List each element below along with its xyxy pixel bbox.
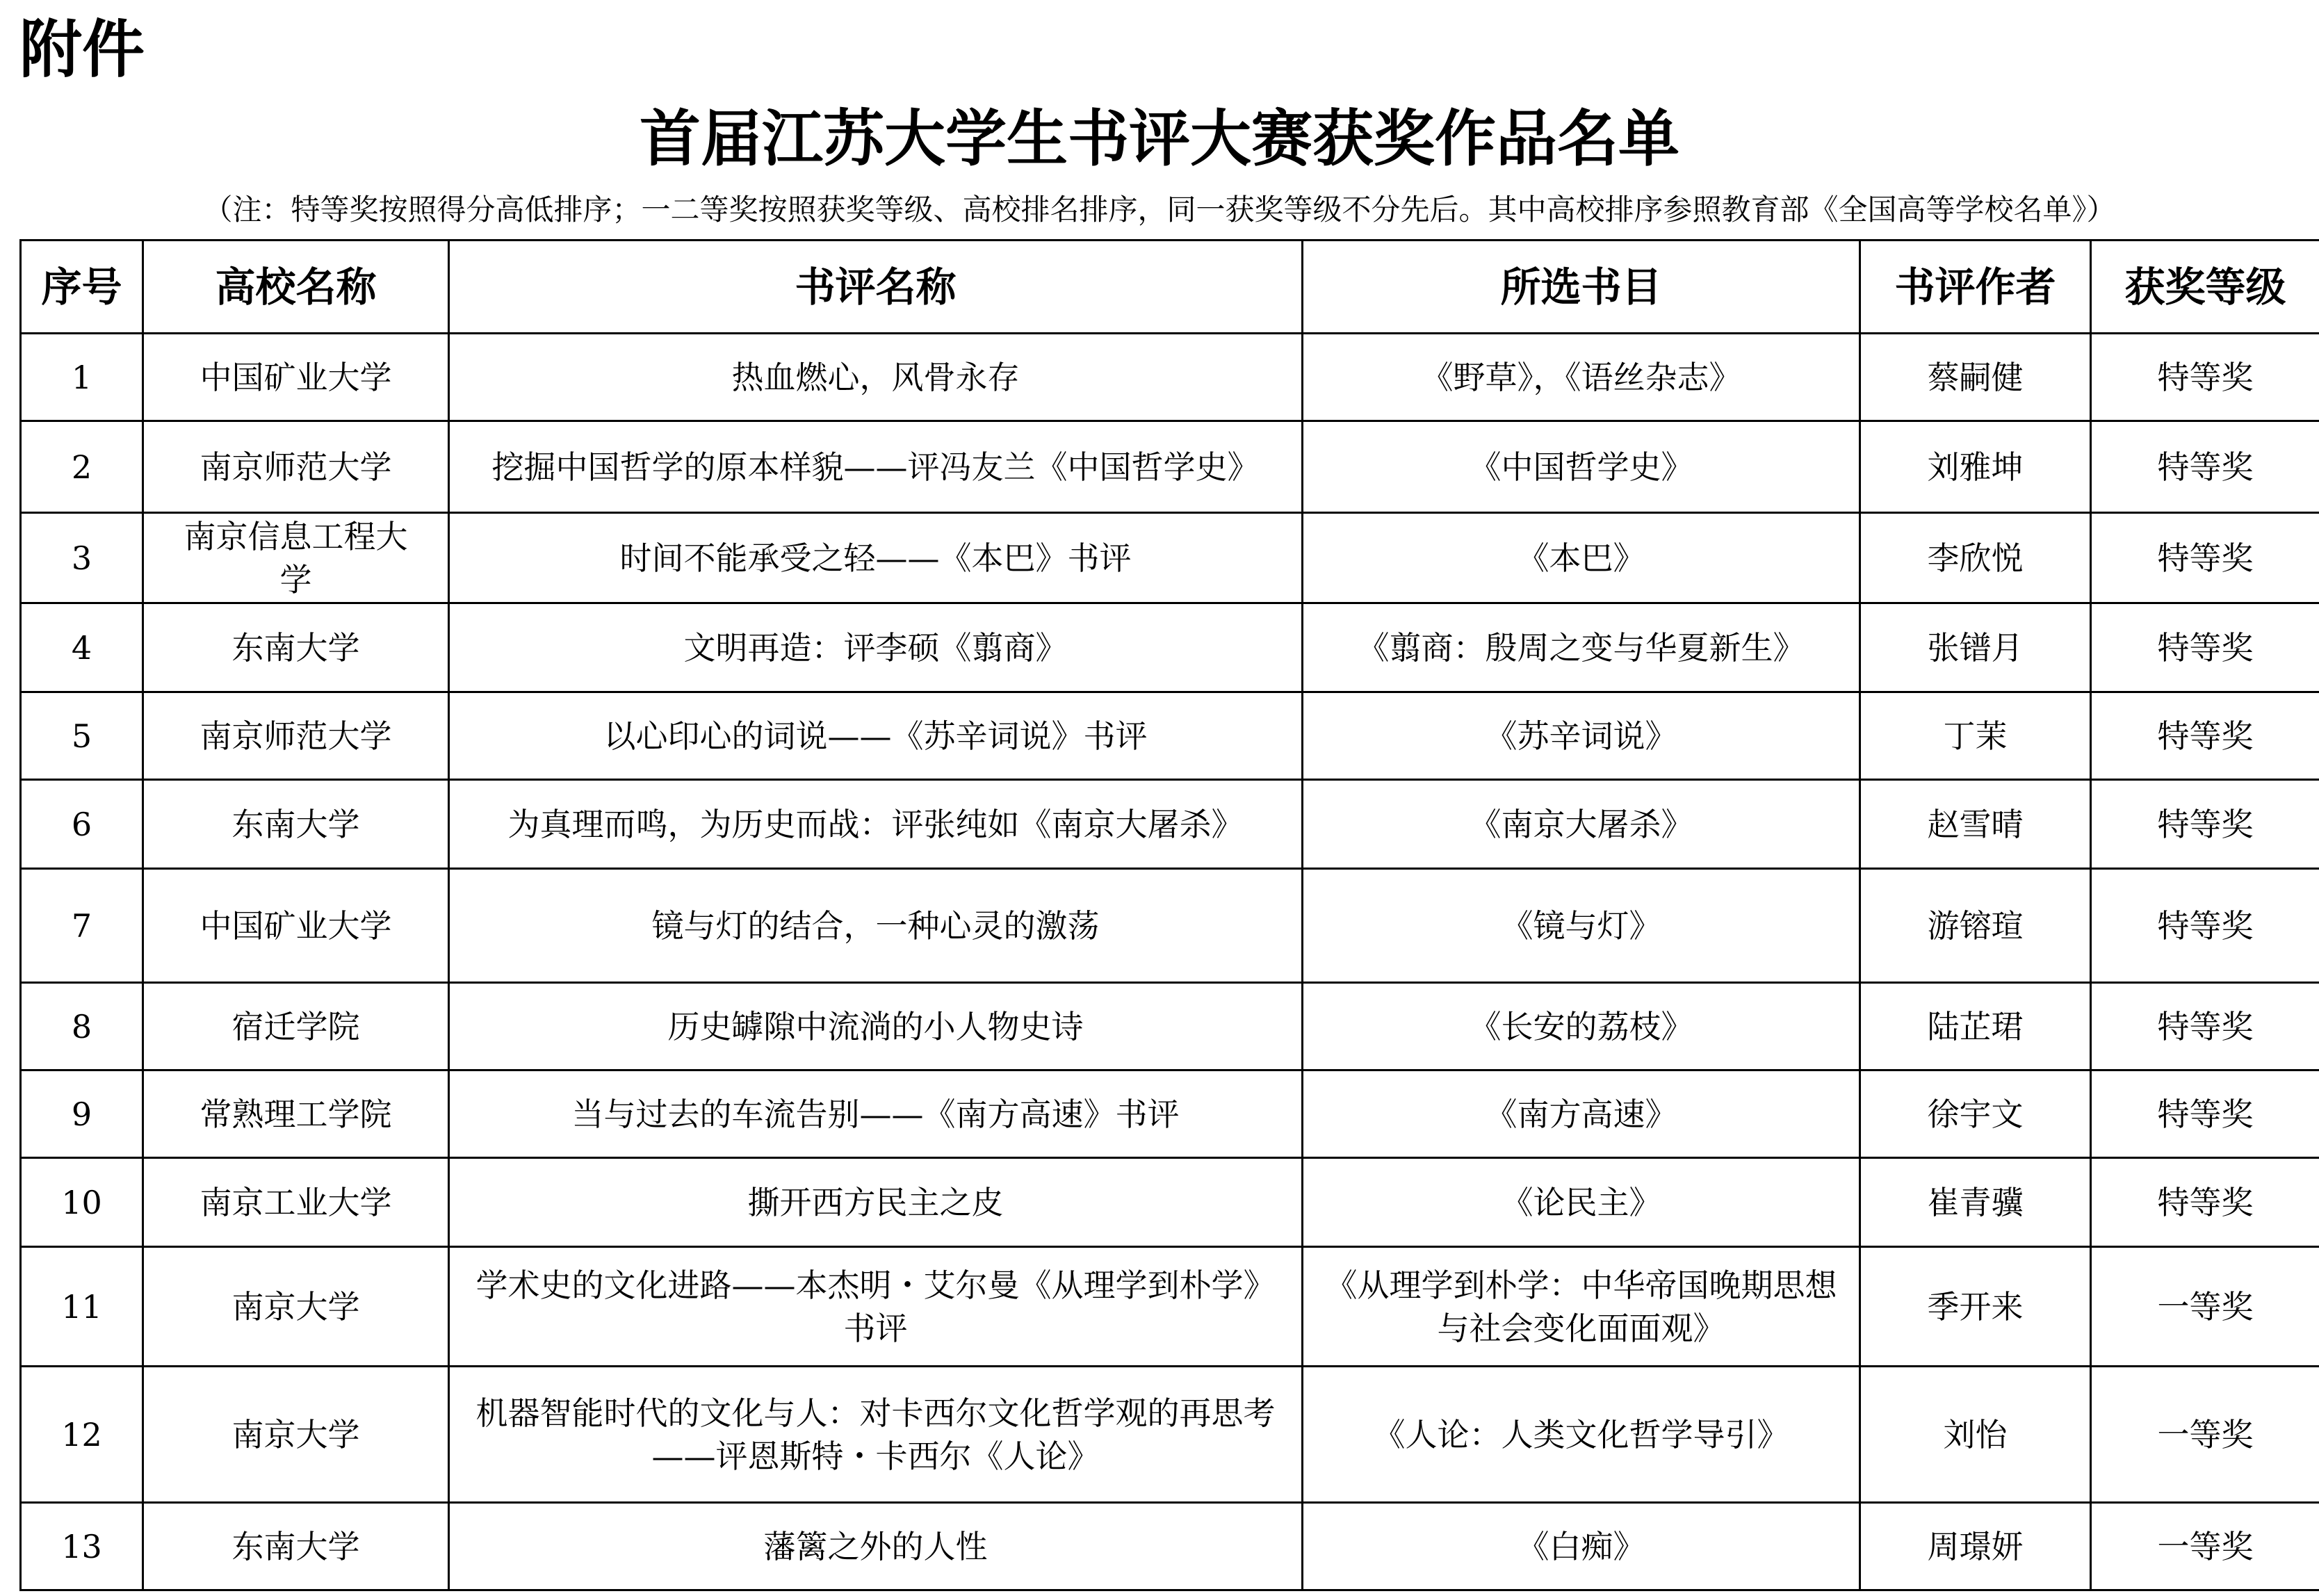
cell-author: 刘怡 <box>1860 1367 2091 1503</box>
cell-author: 周璟妍 <box>1860 1503 2091 1590</box>
cell-award: 特等奖 <box>2091 780 2319 869</box>
table-row <box>21 780 2319 869</box>
cell-award: 特等奖 <box>2091 421 2319 513</box>
cell-book: 《白痴》 <box>1303 1503 1860 1590</box>
sorting-note: （注：特等奖按照得分高低排序；一二等奖按照获奖等级、高校排名排序，同一获奖等级不分先后。其中高校排序参照教育部《全国高等学校名单》） <box>203 193 2116 227</box>
cell-review-title: 热血燃心，风骨永存 <box>449 334 1303 421</box>
cell-book: 《本巴》 <box>1303 513 1860 603</box>
cell-author: 丁茉 <box>1860 692 2091 780</box>
column-header-book: 所选书目 <box>1303 241 1860 334</box>
awards-table <box>19 239 2319 1591</box>
cell-book: 《长安的荔枝》 <box>1303 983 1860 1070</box>
table-row <box>21 334 2319 421</box>
table-row <box>21 1247 2319 1367</box>
attachment-label: 附件 <box>19 13 145 86</box>
cell-author: 徐宇文 <box>1860 1070 2091 1158</box>
cell-school: 南京大学 <box>143 1367 449 1503</box>
cell-review-title: 时间不能承受之轻——《本巴》书评 <box>449 513 1303 603</box>
column-header-number: 序号 <box>21 241 143 334</box>
cell-award: 特等奖 <box>2091 513 2319 603</box>
table-row <box>21 1367 2319 1503</box>
cell-number: 12 <box>21 1367 143 1503</box>
table-header-row <box>21 241 2319 334</box>
cell-author: 陆芷珺 <box>1860 983 2091 1070</box>
column-header-school: 高校名称 <box>143 241 449 334</box>
table-row <box>21 421 2319 513</box>
cell-review-title: 撕开西方民主之皮 <box>449 1158 1303 1247</box>
cell-review-title: 学术史的文化进路——本杰明・艾尔曼《从理学到朴学》书评 <box>449 1247 1303 1367</box>
cell-award: 一等奖 <box>2091 1367 2319 1503</box>
cell-author: 赵雪晴 <box>1860 780 2091 869</box>
table-row <box>21 1070 2319 1158</box>
table-row <box>21 1158 2319 1247</box>
table-row <box>21 869 2319 983</box>
cell-author: 蔡嗣健 <box>1860 334 2091 421</box>
cell-award: 一等奖 <box>2091 1503 2319 1590</box>
cell-award: 特等奖 <box>2091 603 2319 692</box>
cell-award: 特等奖 <box>2091 1070 2319 1158</box>
cell-review-title: 为真理而鸣，为历史而战：评张纯如《南京大屠杀》 <box>449 780 1303 869</box>
cell-award: 特等奖 <box>2091 869 2319 983</box>
cell-number: 4 <box>21 603 143 692</box>
column-header-author: 书评作者 <box>1860 241 2091 334</box>
cell-book: 《镜与灯》 <box>1303 869 1860 983</box>
cell-number: 5 <box>21 692 143 780</box>
cell-author: 游镕瑄 <box>1860 869 2091 983</box>
cell-number: 8 <box>21 983 143 1070</box>
cell-school: 东南大学 <box>143 603 449 692</box>
cell-number: 9 <box>21 1070 143 1158</box>
cell-school: 南京大学 <box>143 1247 449 1367</box>
cell-award: 特等奖 <box>2091 334 2319 421</box>
cell-number: 6 <box>21 780 143 869</box>
cell-number: 1 <box>21 334 143 421</box>
table-row <box>21 983 2319 1070</box>
cell-review-title: 文明再造：评李硕《翦商》 <box>449 603 1303 692</box>
cell-book: 《野草》，《语丝杂志》 <box>1303 334 1860 421</box>
cell-book: 《中国哲学史》 <box>1303 421 1860 513</box>
cell-award: 特等奖 <box>2091 692 2319 780</box>
table-row <box>21 513 2319 603</box>
cell-book: 《苏辛词说》 <box>1303 692 1860 780</box>
cell-book: 《南方高速》 <box>1303 1070 1860 1158</box>
cell-number: 11 <box>21 1247 143 1367</box>
cell-school: 南京工业大学 <box>143 1158 449 1247</box>
cell-number: 2 <box>21 421 143 513</box>
cell-school: 中国矿业大学 <box>143 869 449 983</box>
cell-review-title: 历史罅隙中流淌的小人物史诗 <box>449 983 1303 1070</box>
cell-school: 常熟理工学院 <box>143 1070 449 1158</box>
cell-book: 《南京大屠杀》 <box>1303 780 1860 869</box>
table-row <box>21 692 2319 780</box>
cell-book: 《论民主》 <box>1303 1158 1860 1247</box>
table-row <box>21 1503 2319 1590</box>
cell-book: 《翦商：殷周之变与华夏新生》 <box>1303 603 1860 692</box>
cell-author: 季开来 <box>1860 1247 2091 1367</box>
cell-award: 一等奖 <box>2091 1247 2319 1367</box>
cell-author: 刘雅坤 <box>1860 421 2091 513</box>
cell-review-title: 机器智能时代的文化与人：对卡西尔文化哲学观的再思考 ——评恩斯特・卡西尔《人论》 <box>449 1367 1303 1503</box>
cell-review-title: 藩篱之外的人性 <box>449 1503 1303 1590</box>
cell-review-title: 挖掘中国哲学的原本样貌——评冯友兰《中国哲学史》 <box>449 421 1303 513</box>
page-title: 首届江苏大学生书评大赛获奖作品名单 <box>639 103 1679 174</box>
cell-number: 7 <box>21 869 143 983</box>
cell-book: 《从理学到朴学：中华帝国晚期思想与社会变化面面观》 <box>1303 1247 1860 1367</box>
cell-number: 10 <box>21 1158 143 1247</box>
cell-author: 李欣悦 <box>1860 513 2091 603</box>
cell-author: 崔青骥 <box>1860 1158 2091 1247</box>
column-header-review-title: 书评名称 <box>449 241 1303 334</box>
cell-school: 东南大学 <box>143 780 449 869</box>
cell-school: 中国矿业大学 <box>143 334 449 421</box>
cell-author: 张镨月 <box>1860 603 2091 692</box>
cell-school: 宿迁学院 <box>143 983 449 1070</box>
cell-number: 3 <box>21 513 143 603</box>
cell-award: 特等奖 <box>2091 983 2319 1070</box>
cell-review-title: 以心印心的词说——《苏辛词说》书评 <box>449 692 1303 780</box>
cell-school: 东南大学 <box>143 1503 449 1590</box>
table-row <box>21 603 2319 692</box>
cell-review-title: 镜与灯的结合，一种心灵的激荡 <box>449 869 1303 983</box>
cell-school: 南京师范大学 <box>143 692 449 780</box>
cell-school: 南京师范大学 <box>143 421 449 513</box>
cell-award: 特等奖 <box>2091 1158 2319 1247</box>
column-header-award: 获奖等级 <box>2091 241 2319 334</box>
cell-school: 南京信息工程大学 <box>143 513 449 603</box>
cell-review-title: 当与过去的车流告别——《南方高速》书评 <box>449 1070 1303 1158</box>
cell-number: 13 <box>21 1503 143 1590</box>
cell-book: 《人论：人类文化哲学导引》 <box>1303 1367 1860 1503</box>
